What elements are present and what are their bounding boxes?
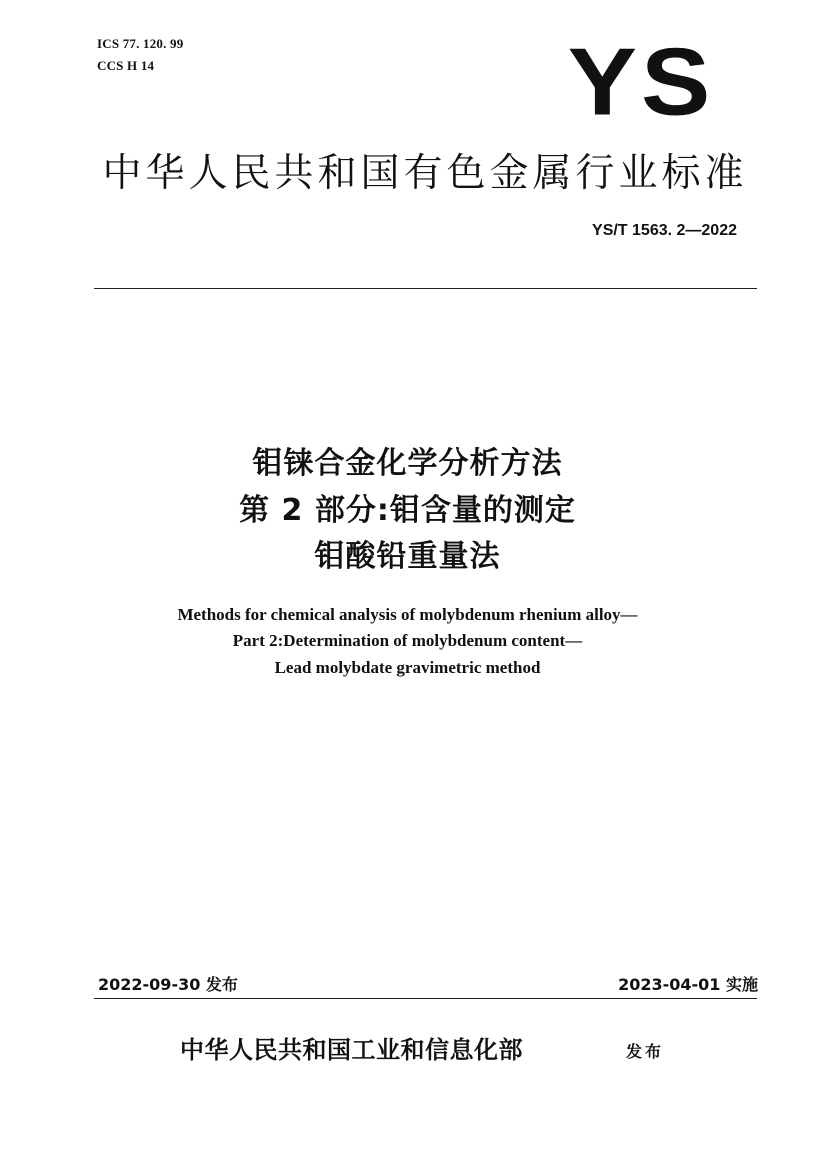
title-en-line-3: Lead molybdate gravimetric method xyxy=(274,658,541,677)
ccs-code: CCS H 14 xyxy=(97,58,155,73)
issue-date: 2022-09-30 发布 xyxy=(98,975,238,994)
title-zh-line-2: 第 2 部分:钼含量的测定 xyxy=(239,493,576,528)
top-divider xyxy=(94,288,757,289)
bottom-divider xyxy=(94,998,757,999)
title-en-line-1: Methods for chemical analysis of molybdenum rhenium alloy— xyxy=(177,605,638,624)
implementation-date: 2023-04-01 实施 xyxy=(618,975,758,994)
ics-code: ICS 77. 120. 99 xyxy=(97,36,184,51)
title-zh-line-1: 钼铼合金化学分析方法 xyxy=(252,446,563,481)
standard-number: YS/T 1563. 2—2022 xyxy=(592,222,737,239)
publish-label: 发布 xyxy=(626,1042,665,1061)
title-zh-line-3: 钼酸铅重量法 xyxy=(314,539,501,574)
publisher-name: 中华人民共和国工业和信息化部 xyxy=(180,1035,523,1064)
ys-logo: YS xyxy=(567,28,715,136)
standard-category-title: 中华人民共和国有色金属行业标准 xyxy=(102,151,748,196)
title-en-line-2: Part 2:Determination of molybdenum content— xyxy=(232,631,583,650)
